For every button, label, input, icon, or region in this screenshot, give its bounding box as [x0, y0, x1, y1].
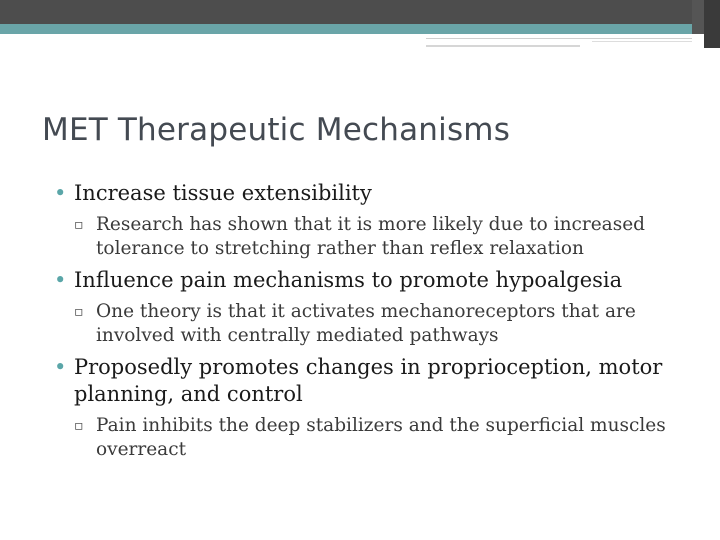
- bullet-text: Influence pain mechanisms to promote hypoalgesia: [74, 268, 623, 292]
- sub-bullet-text: Research has shown that it is more likely due to increased tolerance to stretching rather than reflex relaxation: [96, 214, 645, 259]
- sub-bullet-marker: ▫: [74, 217, 84, 233]
- sub-bullet-marker: ▫: [74, 304, 84, 320]
- bullet-marker: •: [54, 268, 67, 292]
- sub-bullet-text: One theory is that it activates mechanoreceptors that are involved with centrally mediated pathways: [96, 301, 636, 346]
- bullet-marker: •: [54, 181, 67, 205]
- decorative-line: [426, 45, 580, 47]
- sub-bullet-item: [54, 414, 694, 462]
- bullet-marker: •: [54, 355, 67, 379]
- decorative-line: [426, 38, 692, 39]
- bullet-item: [54, 354, 694, 408]
- corner-decoration-dark: [704, 0, 720, 48]
- slide-title: MET Therapeutic Mechanisms: [42, 112, 511, 148]
- bullet-item: [54, 180, 694, 207]
- sub-bullet-text: Pain inhibits the deep stabilizers and the superficial muscles overreact: [96, 415, 666, 460]
- sub-bullet-marker: ▫: [74, 418, 84, 434]
- decorative-line: [592, 41, 692, 42]
- sub-bullet-item: [54, 213, 694, 261]
- corner-decoration-mid: [692, 0, 704, 34]
- bullet-text: Proposedly promotes changes in proprioception, motor planning, and control: [74, 355, 663, 406]
- bullet-text: Increase tissue extensibility: [74, 181, 372, 205]
- header-accent-bar: [0, 24, 720, 34]
- bullet-item: [54, 267, 694, 294]
- sub-bullet-item: [54, 300, 694, 348]
- header-bar: [0, 0, 720, 24]
- bullet-list: [54, 180, 694, 462]
